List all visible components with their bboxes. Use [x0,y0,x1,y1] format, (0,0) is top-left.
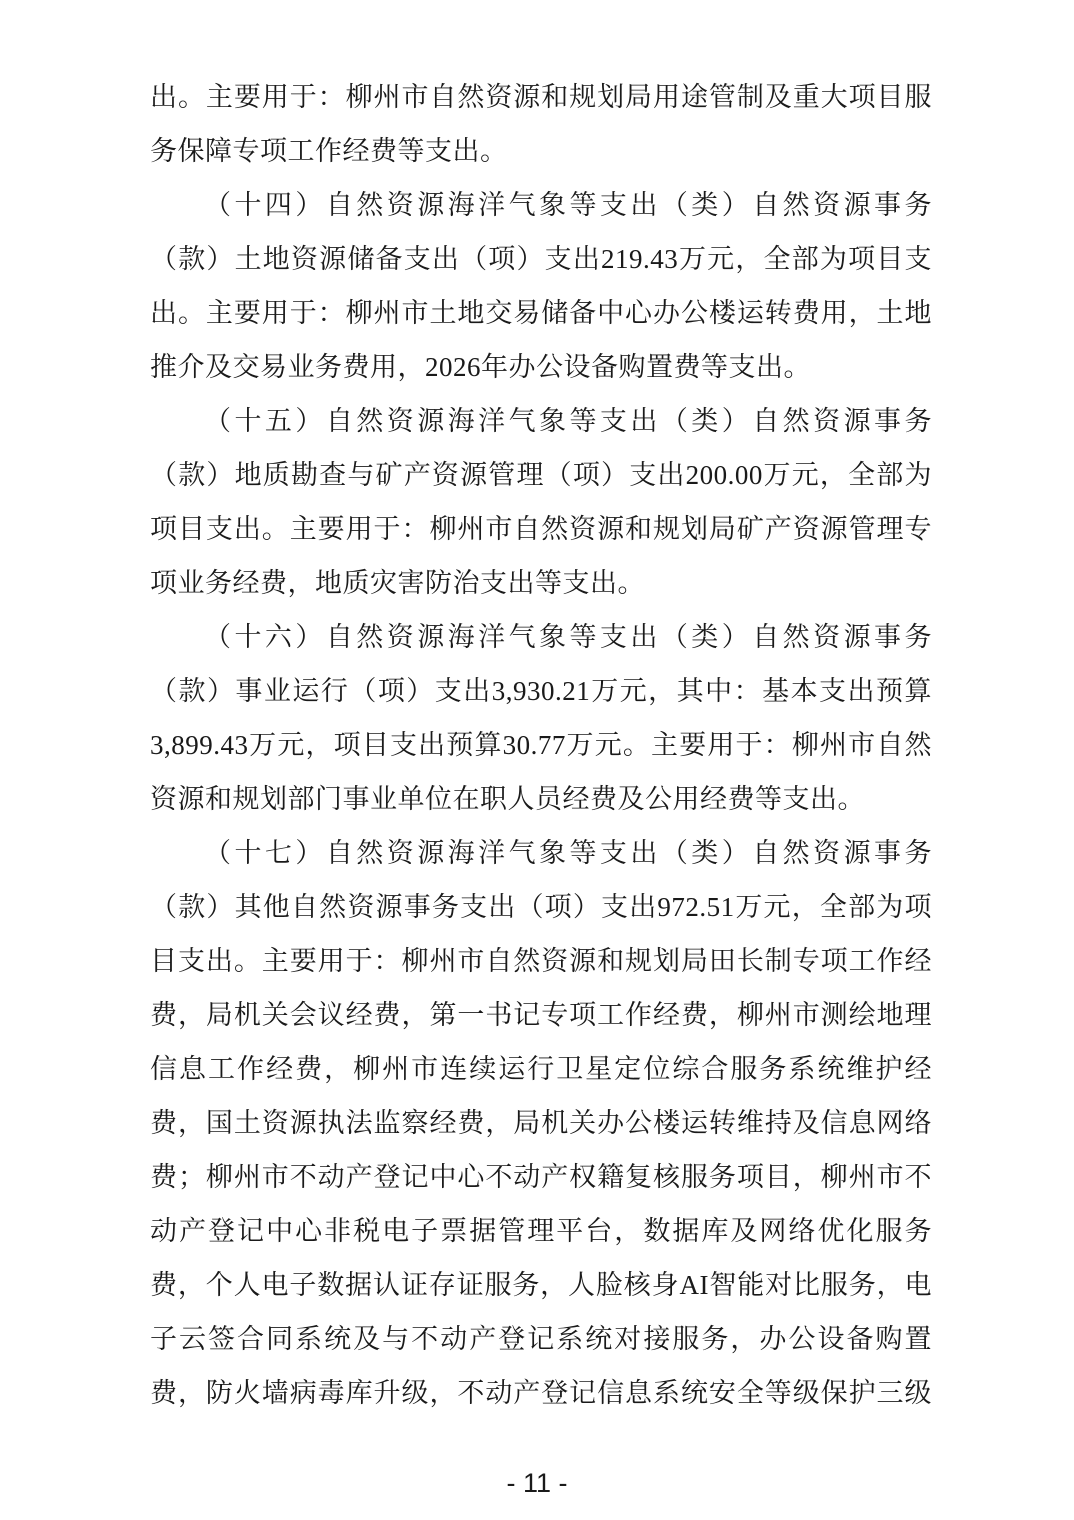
text-line: 费，局机关会议经费，第一书记专项工作经费，柳州市测绘地理 [150,1000,932,1030]
page-number: - 11 - [506,1468,568,1498]
text-line: （款）地质勘查与矿产资源管理（项）支出200.00万元，全部为 [150,460,932,490]
text-line: 项业务经费，地质灾害防治支出等支出。 [150,568,645,598]
text-line: （十六）自然资源海洋气象等支出（类）自然资源事务 [204,622,932,652]
text-line: 推介及交易业务费用，2026年办公设备购置费等支出。 [150,352,811,382]
text-line: （款）土地资源储备支出（项）支出219.43万元，全部为项目支 [150,244,932,274]
text-line: 目支出。主要用于：柳州市自然资源和规划局田长制专项工作经 [150,946,932,976]
text-line: 费，国土资源执法监察经费，局机关办公楼运转维持及信息网络 [150,1108,932,1138]
text-line: 务保障专项工作经费等支出。 [150,136,508,166]
text-line: 资源和规划部门事业单位在职人员经费及公用经费等支出。 [150,784,865,814]
text-line: 信息工作经费，柳州市连续运行卫星定位综合服务系统维护经 [150,1054,932,1084]
text-line: 出。主要用于：柳州市土地交易储备中心办公楼运转费用，土地 [150,298,932,328]
text-line: （十四）自然资源海洋气象等支出（类）自然资源事务 [204,190,932,220]
text-line: 3,899.43万元，项目支出预算30.77万元。主要用于：柳州市自然 [150,730,932,760]
text-line: 项目支出。主要用于：柳州市自然资源和规划局矿产资源管理专 [150,514,932,544]
text-line: （款）事业运行（项）支出3,930.21万元，其中：基本支出预算 [150,676,932,706]
text-line: （款）其他自然资源事务支出（项）支出972.51万元，全部为项 [150,892,932,922]
text-line: 费，防火墙病毒库升级，不动产登记信息系统安全等级保护三级 [150,1378,932,1408]
text-line: 子云签合同系统及与不动产登记系统对接服务，办公设备购置 [150,1324,932,1354]
text-line: 出。主要用于：柳州市自然资源和规划局用途管制及重大项目服 [150,82,932,112]
text-line: 动产登记中心非税电子票据管理平台，数据库及网络优化服务 [150,1216,932,1246]
text-line: （十七）自然资源海洋气象等支出（类）自然资源事务 [204,838,932,868]
document-body [150,70,932,1420]
text-line: （十五）自然资源海洋气象等支出（类）自然资源事务 [204,406,932,436]
text-line: 费，个人电子数据认证存证服务，人脸核身AI智能对比服务，电 [150,1270,932,1300]
text-line: 费；柳州市不动产登记中心不动产权籍复核服务项目，柳州市不 [150,1162,932,1192]
